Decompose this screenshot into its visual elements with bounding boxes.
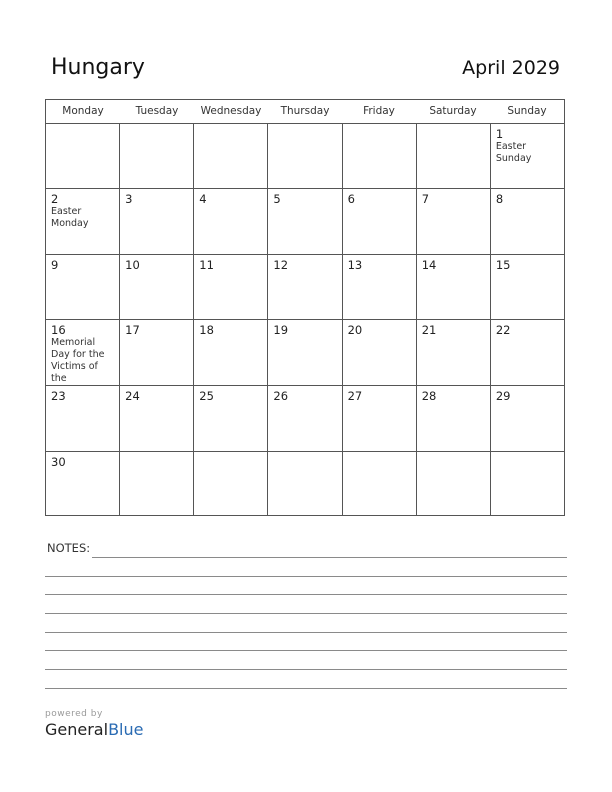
note-line <box>45 650 567 651</box>
weekday-friday: Friday <box>363 105 395 117</box>
day-cell <box>268 255 342 319</box>
day-cell <box>268 320 342 385</box>
day-cell <box>343 386 417 450</box>
day-cell <box>268 386 342 450</box>
day-number: 8 <box>495 192 504 207</box>
weekday-wednesday: Wednesday <box>200 105 262 117</box>
day-cell <box>46 124 120 188</box>
calendar-weeks <box>46 124 564 516</box>
day-cell <box>120 452 194 516</box>
note-line <box>92 557 567 558</box>
day-cell <box>343 189 417 253</box>
day-number: 7 <box>421 192 430 207</box>
day-number: 28 <box>421 389 437 404</box>
day-number: 14 <box>421 257 437 272</box>
note-line <box>45 669 567 670</box>
note-line <box>45 594 567 595</box>
day-cell <box>120 386 194 450</box>
day-number: 3 <box>125 192 133 207</box>
day-cell <box>343 255 417 319</box>
generalblue-logo: GeneralBlue <box>45 720 144 739</box>
day-number: 15 <box>495 257 511 272</box>
holiday-label: Memorial Day for the Victims of the <box>51 337 105 385</box>
day-number: 25 <box>199 389 214 404</box>
day-cell <box>417 386 491 450</box>
day-cell <box>120 189 194 253</box>
day-number: 29 <box>495 389 511 404</box>
day-cell <box>417 452 491 516</box>
holiday-label: Easter Sunday <box>495 141 532 164</box>
week-row <box>46 320 564 386</box>
note-line <box>45 613 567 614</box>
day-cell <box>194 452 268 516</box>
day-number: 12 <box>273 257 289 272</box>
day-number: 24 <box>125 389 140 404</box>
day-number: 23 <box>51 389 66 404</box>
day-cell <box>491 386 564 450</box>
day-number: 9 <box>51 257 59 272</box>
week-row <box>46 124 564 189</box>
weekday-thursday: Thursday <box>280 105 330 117</box>
week-row <box>46 386 564 451</box>
day-cell <box>46 320 120 385</box>
month-title: April 2029 <box>462 57 560 79</box>
notes-label: NOTES: <box>47 541 91 555</box>
day-cell <box>343 320 417 385</box>
day-cell <box>343 124 417 188</box>
week-row <box>46 255 564 320</box>
day-cell <box>491 189 564 253</box>
brand-footer <box>45 709 143 739</box>
day-cell <box>268 189 342 253</box>
day-number: 5 <box>273 192 281 207</box>
day-number: 20 <box>347 323 363 338</box>
day-cell <box>417 189 491 253</box>
day-number: 4 <box>199 192 207 207</box>
weekday-monday: Monday <box>62 105 104 117</box>
day-cell <box>491 124 564 188</box>
day-cell <box>268 124 342 188</box>
day-number: 6 <box>347 192 355 207</box>
day-cell <box>491 452 564 516</box>
day-number: 19 <box>273 323 289 338</box>
day-cell <box>194 124 268 188</box>
day-number: 16 <box>51 323 66 338</box>
day-cell <box>417 255 491 319</box>
day-number: 13 <box>347 257 363 272</box>
holiday-label: Easter Monday <box>51 206 89 230</box>
powered-by-text: powered by <box>45 709 103 719</box>
day-cell <box>120 320 194 385</box>
day-cell <box>268 452 342 516</box>
day-number: 17 <box>125 323 140 338</box>
weekday-saturday: Saturday <box>429 105 477 117</box>
week-row <box>46 452 564 516</box>
note-line <box>45 632 567 633</box>
day-number: 18 <box>199 323 214 338</box>
day-cell <box>417 124 491 188</box>
day-cell <box>120 255 194 319</box>
day-number: 2 <box>51 192 59 207</box>
day-number: 26 <box>273 389 289 404</box>
calendar-grid <box>45 99 565 516</box>
day-number: 22 <box>495 323 511 338</box>
day-cell <box>120 124 194 188</box>
weekday-tuesday: Tuesday <box>135 105 179 117</box>
note-line <box>45 688 567 689</box>
day-number: 21 <box>421 323 437 338</box>
day-cell <box>491 255 564 319</box>
day-cell <box>46 452 120 516</box>
day-cell <box>194 255 268 319</box>
day-cell <box>46 255 120 319</box>
day-number: 27 <box>347 389 363 404</box>
day-number: 10 <box>125 257 140 272</box>
day-cell <box>194 320 268 385</box>
weekday-sunday: Sunday <box>507 105 547 117</box>
day-cell <box>417 320 491 385</box>
note-line <box>45 576 567 577</box>
day-cell <box>194 386 268 450</box>
day-cell <box>46 189 120 253</box>
week-row <box>46 189 564 254</box>
day-cell <box>491 320 564 385</box>
day-cell <box>194 189 268 253</box>
day-cell <box>343 452 417 516</box>
day-number: 11 <box>199 257 214 272</box>
day-number: 30 <box>51 454 66 469</box>
day-number: 1 <box>495 127 504 141</box>
weekday-header <box>46 100 564 124</box>
country-title: Hungary <box>51 55 145 80</box>
day-cell <box>46 386 120 450</box>
